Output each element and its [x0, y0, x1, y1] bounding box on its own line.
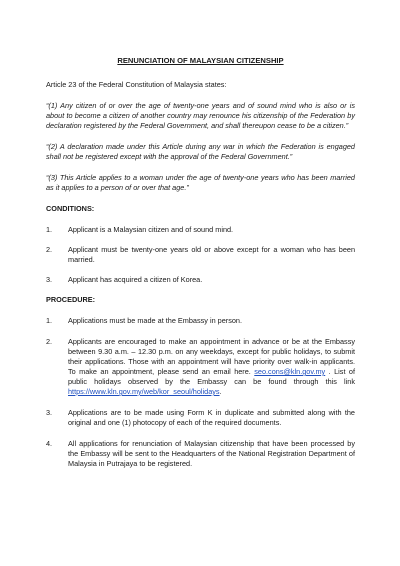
condition-item-3: [46, 275, 355, 285]
document-title: RENUNCIATION OF MALAYSIAN CITIZENSHIP: [117, 56, 284, 65]
procedure-list: [46, 316, 355, 469]
list-number: 2.: [46, 337, 53, 346]
procedure-text: [68, 337, 355, 397]
procedure-text: All applications for renunciation of Malaysian citizenship that have been processed by the Embassy will be sent to the Headquarters of the National Registration Department of Malaysia in Putrajaya to be registered.: [68, 439, 355, 468]
condition-item-1: [46, 225, 355, 235]
email-link[interactable]: seo.cons@kln.gov.my: [254, 367, 326, 376]
intro-text: Article 23 of the Federal Constitution of Malaysia states:: [46, 80, 227, 89]
procedure-item-2: [46, 337, 355, 397]
procedure-heading: PROCEDURE:: [46, 295, 96, 304]
sentence-end: .: [219, 387, 222, 396]
article-clause-2: “(2) A declaration made under this Article during any war in which the Federation is engaged shall not be registered except with the approval of the Federal Government.”: [46, 142, 355, 161]
procedure-text: Applications are to be made using Form K in duplicate and submitted along with the original and one (1) photocopy of each of the required documents.: [68, 408, 355, 427]
article-clause-1: “(1) Any citizen of or over the age of twenty-one years and of sound mind who is also or is about to become a citizen of another country may renounce his citizenship of the Federation by declaration registered by the Federal Government, and shall thereupon cease to be a citizen.”: [46, 101, 355, 130]
procedure-item-1: [46, 316, 355, 326]
condition-item-2: [46, 245, 355, 265]
list-number: 1.: [46, 316, 53, 325]
list-number: 4.: [46, 439, 53, 448]
procedure-text: Applications must be made at the Embassy in person.: [68, 316, 242, 325]
procedure-item-4: [46, 439, 355, 469]
procedure-item-3: [46, 408, 355, 428]
list-number: 2.: [46, 245, 53, 254]
holidays-link[interactable]: https://www.kln.gov.my/web/kor_seoul/holidays: [68, 387, 220, 396]
condition-text: Applicant has acquired a citizen of Korea.: [68, 275, 203, 284]
appointment-text: Applicants are encouraged to make an appointment in advance or be at the Embassy between 9.30 a.m. – 12.30 p.m. on any weekdays, except for public holidays, to submit their applications. Those with an appointment will have priority over walk-in applicants. To make an appointment, please send an email here.: [68, 337, 355, 376]
list-number: 1.: [46, 225, 53, 234]
list-number: 3.: [46, 408, 53, 417]
list-number: 3.: [46, 275, 53, 284]
holidays-text: . List of public holidays observed by the Embassy can be found through this link: [68, 367, 355, 386]
conditions-heading: CONDITIONS:: [46, 204, 95, 213]
condition-text: Applicant is a Malaysian citizen and of sound mind.: [68, 225, 234, 234]
condition-text: Applicant must be twenty-one years old or above except for a woman who has been married.: [68, 245, 355, 264]
article-clause-3: “(3) This Article applies to a woman under the age of twenty-one years who has been married as it applies to a person of or over that age.”: [46, 173, 355, 192]
conditions-list: [46, 225, 355, 285]
